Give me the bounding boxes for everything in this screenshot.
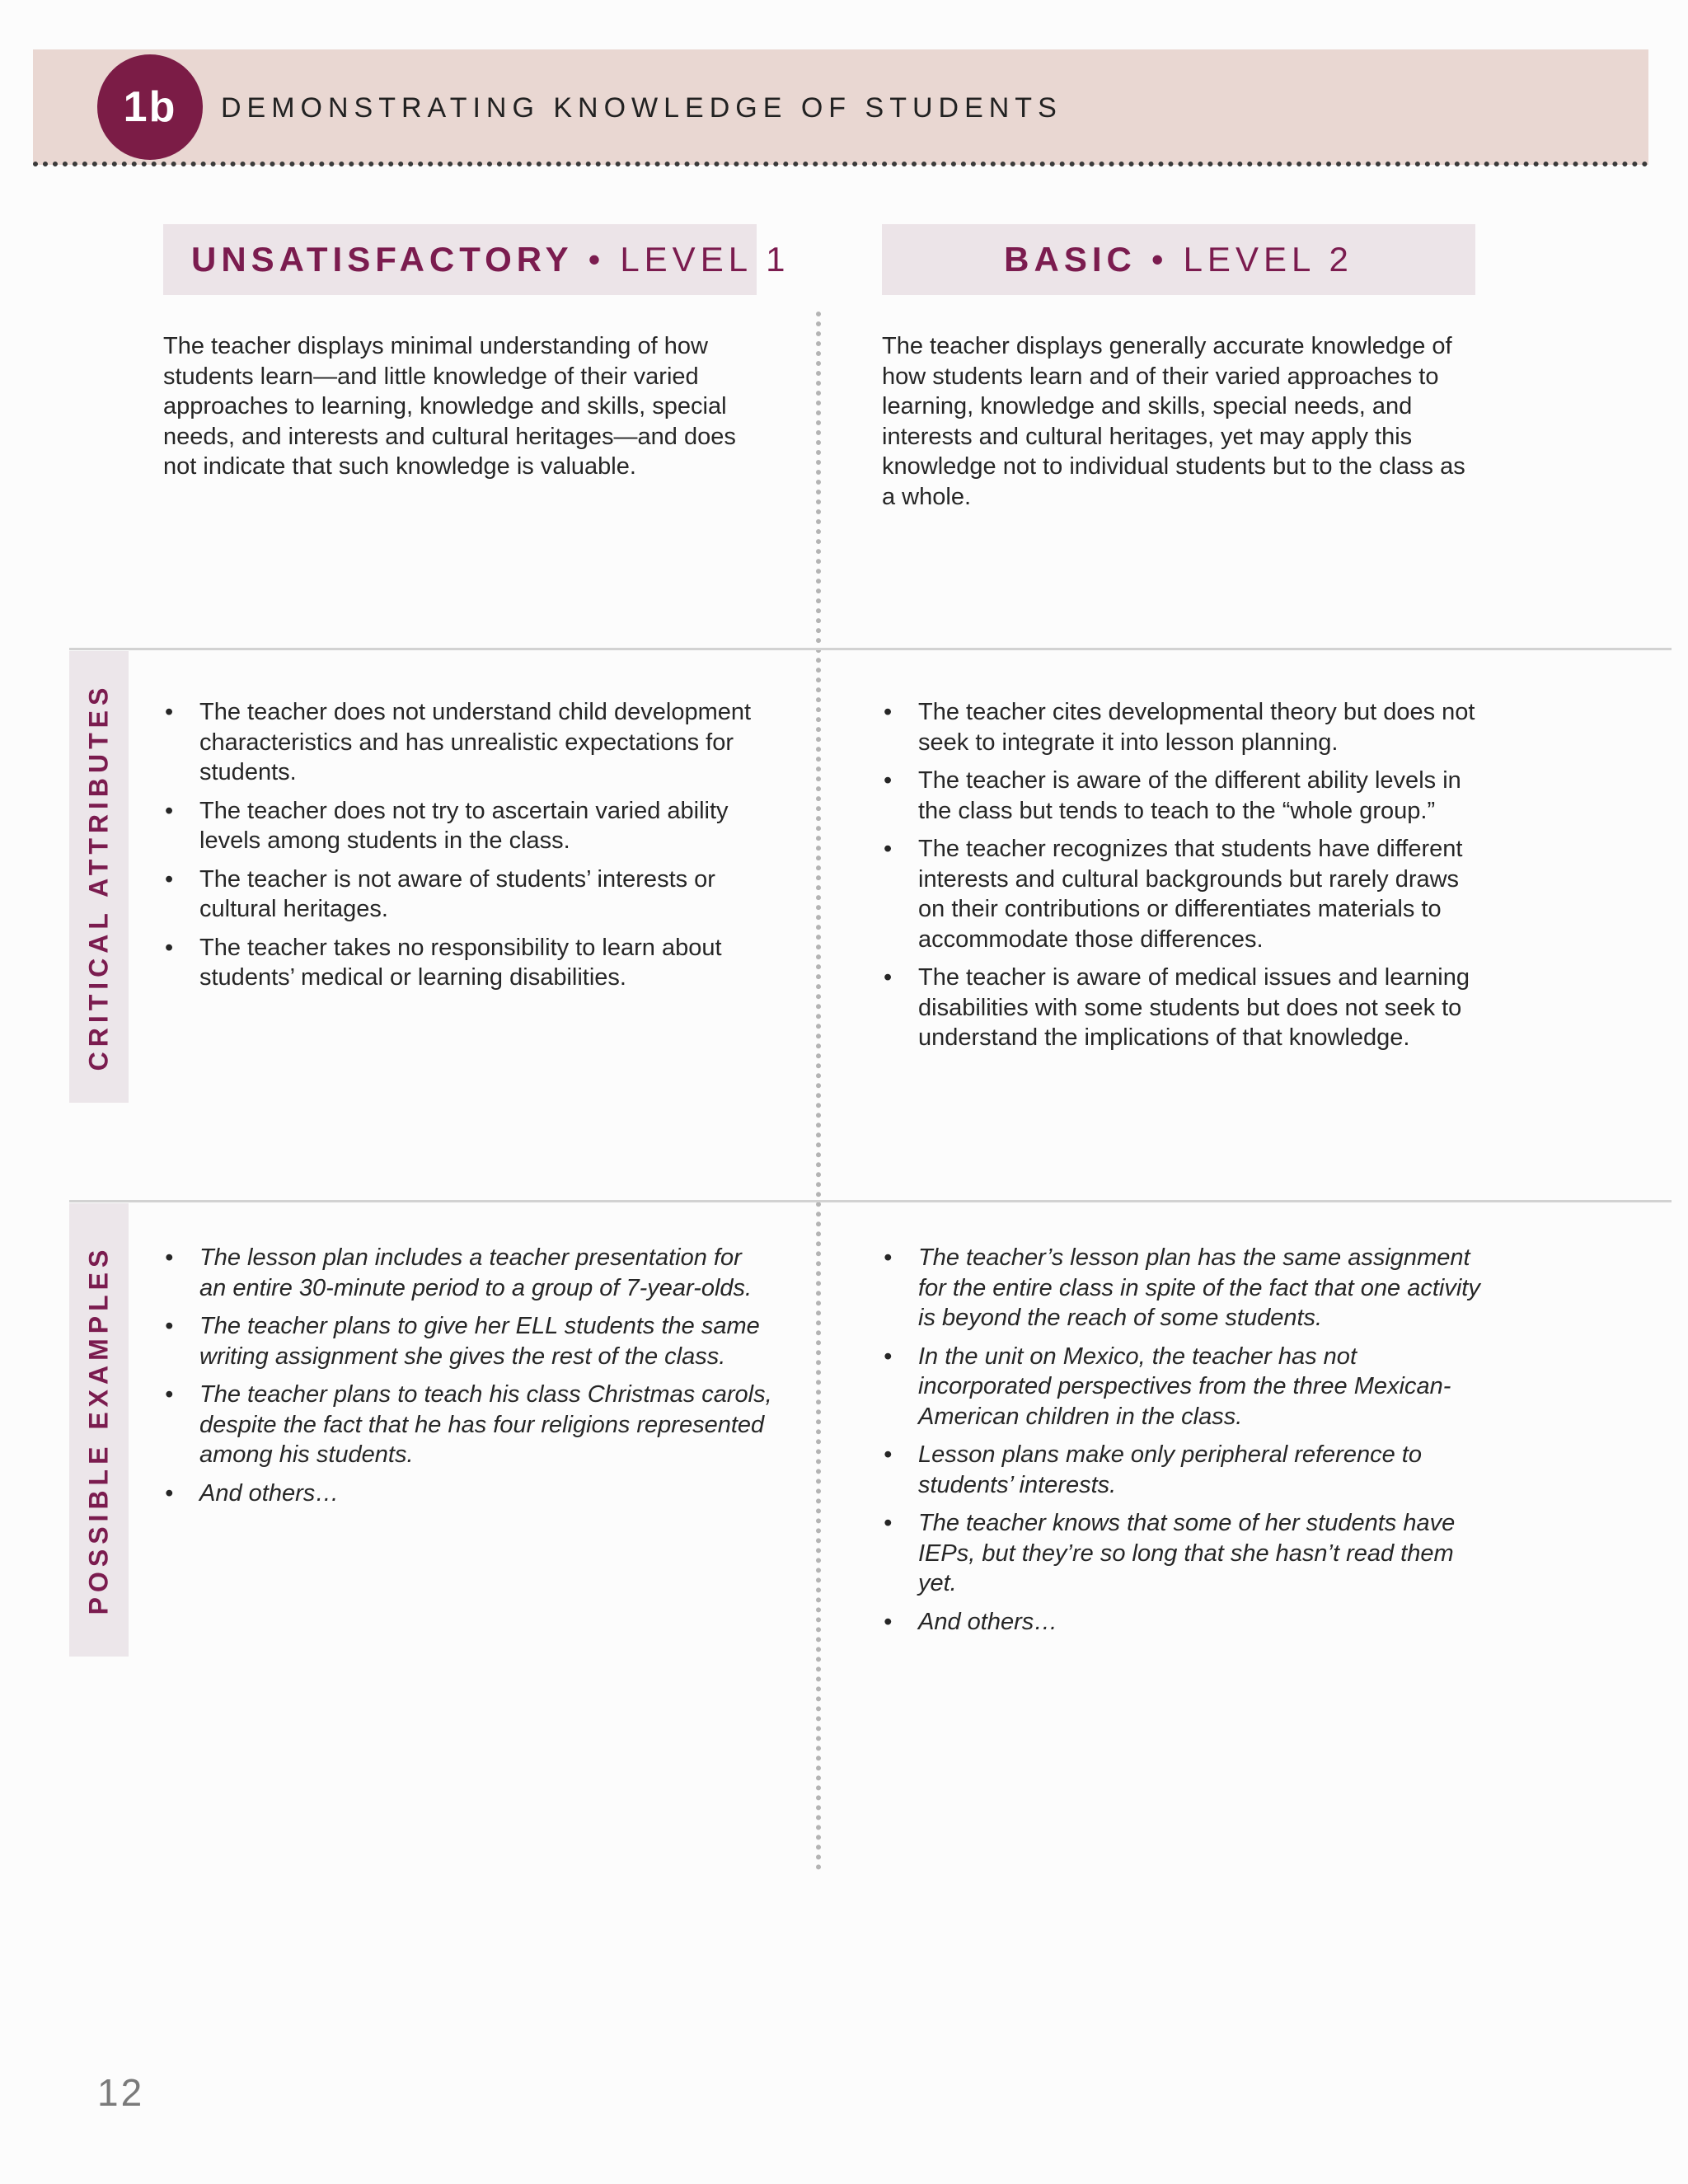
page-number: 12 <box>97 2071 145 2114</box>
critical-attributes-label-text: CRITICAL ATTRIBUTES <box>83 682 114 1071</box>
component-badge: 1b <box>97 54 203 160</box>
list-item: • The teacher is aware of medical issues and learning disabilities with some students but does not seek to understand the implications of that knowledge. <box>882 963 1484 1053</box>
level-1-heading <box>163 224 790 295</box>
list-item: • The teacher plans to give her ELL students the same writing assignment she gives the rest of the class. <box>163 1311 773 1371</box>
list-item: • And others… <box>882 1607 1484 1638</box>
level-1-critical-attributes <box>163 697 773 1001</box>
section-divider-examples <box>69 1200 1672 1202</box>
list-item: • The teacher does not understand child development characteristics and has unrealistic expectations for students. <box>163 697 773 788</box>
column-divider <box>816 312 821 1871</box>
list-item: • The teacher is not aware of students’ interests or cultural heritages. <box>163 865 773 925</box>
level-2-heading <box>882 224 1475 295</box>
section-divider-critical <box>69 648 1672 650</box>
list-item: • The teacher’s lesson plan has the same assignment for the entire class in spite of the fact that one activity is beyond the reach of some students. <box>882 1243 1484 1333</box>
list-item: • The lesson plan includes a teacher presentation for an entire 30-minute period to a group of 7-year-olds. <box>163 1243 773 1303</box>
level-2-name: BASIC <box>1004 240 1137 279</box>
list-item: • The teacher takes no responsibility to learn about students’ medical or learning disabilities. <box>163 933 773 993</box>
level-1-number: LEVEL 1 <box>620 240 790 279</box>
critical-attributes-label <box>69 651 129 1103</box>
list-item: • The teacher recognizes that students have different interests and cultural backgrounds but rarely draws on their contributions or differentiates materials to accommodate those differences. <box>882 834 1484 954</box>
level-2-description: The teacher displays generally accurate knowledge of how students learn and of their varied approaches to learning, knowledge and skills, special needs, and interests and cultural heritages, yet may apply this knowledge not to individual students but to the class as a whole. <box>882 333 1465 510</box>
level-1-separator: • <box>588 240 606 279</box>
possible-examples-label <box>69 1203 129 1657</box>
list-item: • The teacher cites developmental theory but does not seek to integrate it into lesson planning. <box>882 697 1484 757</box>
list-item: • Lesson plans make only peripheral reference to students’ interests. <box>882 1440 1484 1500</box>
list-item: • The teacher does not try to ascertain varied ability levels among students in the class. <box>163 796 773 856</box>
list-item: • The teacher knows that some of her students have IEPs, but they’re so long that she hasn’t read them yet. <box>882 1508 1484 1599</box>
header-dotted-rule <box>33 162 1648 166</box>
possible-examples-label-text: POSSIBLE EXAMPLES <box>83 1244 114 1615</box>
level-1-possible-examples <box>163 1243 773 1516</box>
list-item: • In the unit on Mexico, the teacher has not incorporated perspectives from the three Mexican-American children in the class. <box>882 1342 1484 1432</box>
level-1-name: UNSATISFACTORY <box>191 240 574 279</box>
list-item: • The teacher is aware of the different ability levels in the class but tends to teach to the “whole group.” <box>882 766 1484 826</box>
component-title: DEMONSTRATING KNOWLEDGE OF STUDENTS <box>221 92 1062 124</box>
list-item: • The teacher plans to teach his class Christmas carols, despite the fact that he has four religions represented among his students. <box>163 1380 773 1470</box>
level-2-separator: • <box>1151 240 1169 279</box>
list-item: • And others… <box>163 1479 773 1509</box>
level-2-critical-attributes <box>882 697 1484 1062</box>
level-2-possible-examples <box>882 1243 1484 1645</box>
level-2-number: LEVEL 2 <box>1183 240 1353 279</box>
level-1-description: The teacher displays minimal understanding of how students learn—and little knowledge of their varied approaches to learning, knowledge and skills, special needs, and interests and cultural heritages—and does not indicate that such knowledge is valuable. <box>163 333 736 480</box>
